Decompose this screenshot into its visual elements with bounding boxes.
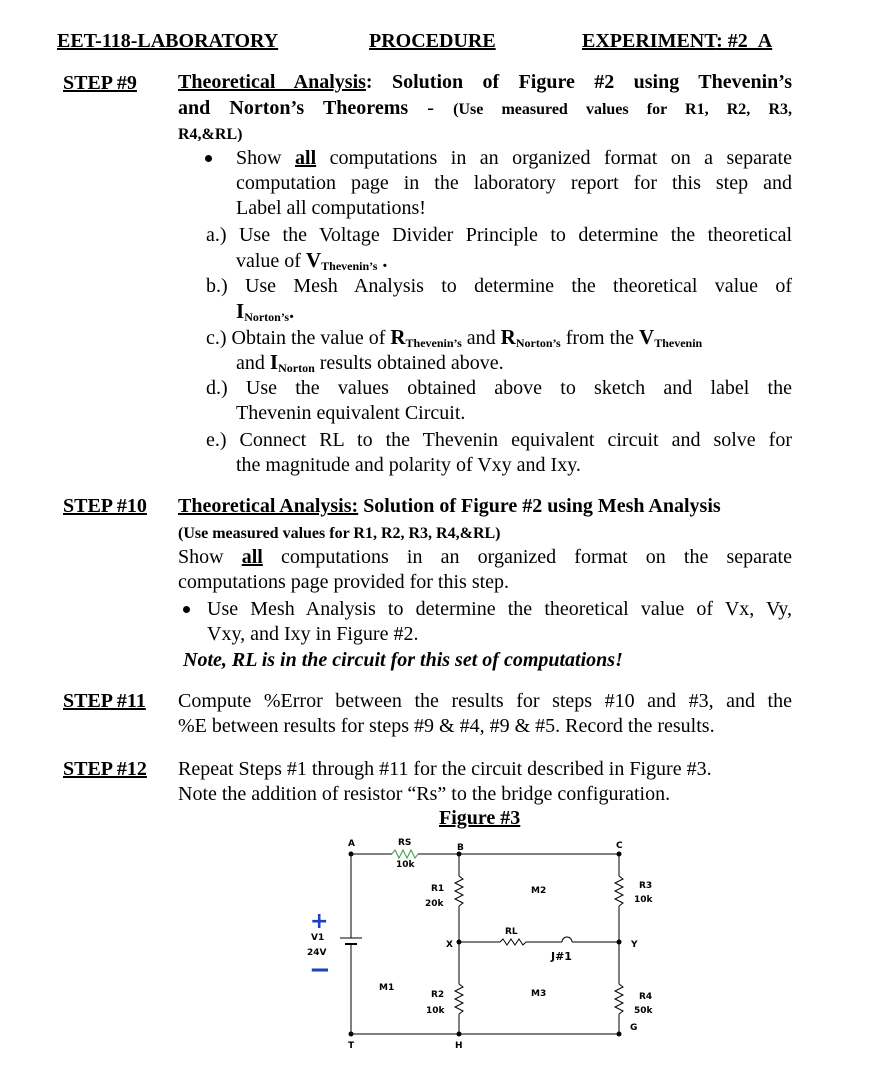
experiment-value: : #2_A (716, 30, 773, 52)
c2-sub: Norton (278, 361, 315, 375)
r4-value: 50k (634, 1006, 653, 1016)
b2-sub: Norton’s (244, 310, 290, 324)
rs-value: 10k (396, 860, 415, 870)
step9-bullet-all: all (295, 147, 317, 169)
node-y-dot (617, 940, 622, 945)
step10-note: Note, RL is in the circuit for this set of computations! (183, 649, 623, 671)
step9-paren-line2: (Use measured values for R1, R2, R3, (453, 101, 792, 118)
mesh-m1-label: M1 (379, 983, 395, 993)
r1-resistor (455, 876, 463, 906)
step9-item-e-line2: the magnitude and polarity of Vxy and Ixy. (236, 454, 581, 476)
r2-value: 10k (426, 1006, 445, 1016)
experiment-label: EXPERIMENT (582, 30, 717, 52)
source-plus-sign: + (310, 909, 329, 934)
step9-item-d-line2: Thevenin equivalent Circuit. (236, 402, 466, 424)
rs-resistor (392, 850, 418, 858)
jumper-j1-symbol (562, 937, 572, 942)
r1-name: R1 (431, 884, 445, 894)
step9-item-e-line1: e.) Connect RL to the Thevenin equivalent circuit and solve for (206, 429, 792, 451)
step9-item-a-line1: a.) Use the Voltage Divider Principle to determine the theoretical (206, 224, 792, 246)
step9-title-rest: : Solution of Figure #2 using Thevenin’s (365, 71, 792, 93)
step10-title-rest: Solution of Figure #2 using Mesh Analysis (358, 495, 721, 517)
r1-value: 20k (425, 899, 444, 909)
r4-name: R4 (639, 992, 653, 1002)
figure-title: Figure #3 (439, 807, 521, 829)
node-h-label: H (455, 1041, 463, 1051)
node-a-label: A (348, 839, 355, 849)
step10-show-post: computations in an organized format on the separate (262, 546, 792, 568)
source-minus-sign: − (309, 955, 331, 985)
node-y-label: Y (631, 940, 638, 950)
c1-R2: R (500, 325, 516, 349)
node-h-dot (457, 1032, 462, 1037)
source-name: V1 (311, 933, 325, 943)
c1-mid2: from the (560, 327, 640, 349)
step11-line2: %E between results for steps #9 & #4, #9 & #5. Record the results. (178, 715, 715, 737)
step10-show-pre: Show (178, 546, 242, 568)
c1-sub3: Thevenin (654, 336, 703, 350)
step10-show-all: all (241, 546, 263, 568)
node-g-dot (617, 1032, 622, 1037)
r2-resistor (455, 984, 463, 1014)
r2-name: R2 (431, 990, 445, 1000)
node-a-dot (349, 852, 354, 857)
step10-title-underlined: Theoretical Analysis: (178, 495, 359, 517)
step9-dash: - (408, 97, 454, 119)
step9-bullet-line3: Label all computations! (236, 197, 426, 219)
step11-label: STEP #11 (63, 690, 146, 712)
c1-sub2: Norton’s (515, 336, 561, 350)
step12-label: STEP #12 (63, 758, 147, 780)
step12-line1: Repeat Steps #1 through #11 for the circuit described in Figure #3. (178, 758, 712, 780)
a2-pre: value of (236, 250, 306, 272)
step9-paren-line3-text: R4,&RL) (178, 126, 243, 143)
c1-sub1: Thevenin’s (405, 336, 462, 350)
step10-show-line2: computations page provided for this step. (178, 571, 510, 593)
rl-resistor (500, 939, 526, 945)
a2-sub: Thevenin’s (321, 259, 378, 273)
c1-V: V (639, 325, 655, 349)
node-c-dot (617, 852, 622, 857)
node-x-label: X (446, 940, 453, 950)
node-g-label: G (630, 1023, 638, 1033)
c2-pre: and (236, 352, 270, 374)
b2-I: I (236, 299, 245, 323)
step10-paren-text: (Use measured values for R1, R2, R3, R4,&RL) (178, 525, 501, 542)
step10-label: STEP #10 (63, 495, 147, 517)
step10-bullet-line1: Use Mesh Analysis to determine the theoretical value of Vx, Vy, (207, 598, 792, 620)
rs-name: RS (398, 838, 412, 848)
rl-name: RL (505, 927, 518, 937)
step9-bullet-pre: Show (236, 147, 296, 169)
c1-pre: c.) Obtain the value of (206, 327, 391, 349)
step10-bullet-line2: Vxy, and Ixy in Figure #2. (207, 623, 419, 645)
r3-value: 10k (634, 895, 653, 905)
step9-item-d-line1: d.) Use the values obtained above to sketch and label the (206, 377, 792, 399)
a2-post: . (377, 250, 388, 272)
section-title: PROCEDURE (369, 30, 496, 52)
node-c-label: C (616, 841, 623, 851)
node-t-label: T (348, 1041, 355, 1051)
c2-post: results obtained above. (314, 352, 504, 374)
step9-bullet-line2: computation page in the laboratory report for this step and (236, 172, 792, 194)
step11-line1: Compute %Error between the results for steps #10 and #3, and the (178, 690, 792, 712)
step9-item-b-line1: b.) Use Mesh Analysis to determine the theoretical value of (206, 275, 792, 297)
node-t-dot (349, 1032, 354, 1037)
step9-label: STEP #9 (63, 72, 137, 94)
b2-post: . (289, 301, 295, 323)
jumper-j1-label: J#1 (551, 950, 572, 963)
source-value: 24V (307, 948, 327, 958)
mesh-m3-label: M3 (531, 989, 547, 999)
node-x-dot (457, 940, 462, 945)
step9-bullet-post: computations in an organized format on a separate (316, 147, 792, 169)
step12-line2: Note the addition of resistor “Rs” to the bridge configuration. (178, 783, 671, 805)
a2-V: V (305, 248, 322, 272)
step9-title-underlined: Theoretical Analysis (178, 71, 366, 93)
r3-name: R3 (639, 881, 653, 891)
c1-R1: R (390, 325, 406, 349)
c1-mid: and (461, 327, 501, 349)
step9-title-line2-text: and Norton’s Theorems (178, 97, 409, 119)
course-title: EET-118-LABORATORY (57, 30, 279, 52)
r4-resistor (615, 984, 623, 1014)
r3-resistor (615, 876, 623, 906)
mesh-m2-label: M2 (531, 886, 547, 896)
node-b-label: B (457, 843, 464, 853)
c2-I: I (269, 350, 279, 374)
